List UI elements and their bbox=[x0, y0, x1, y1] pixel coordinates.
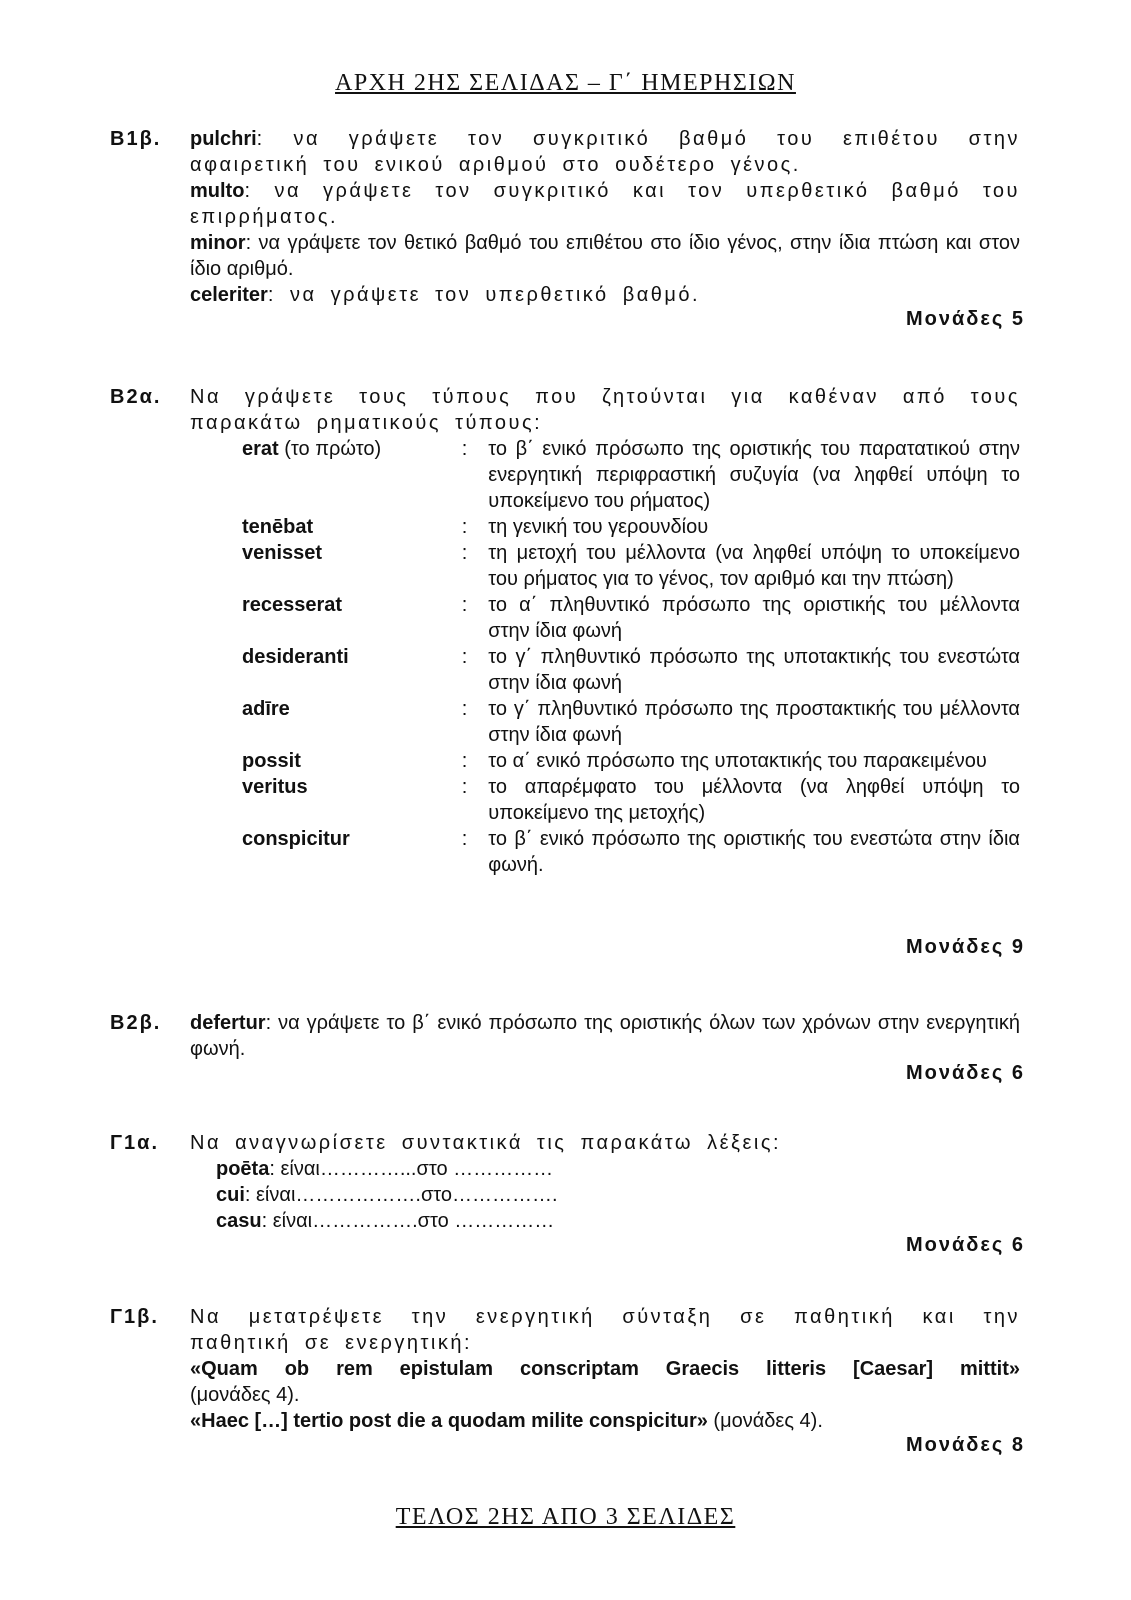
question-intro: Να αναγνωρίσετε συντακτικά τις παρακάτω λέξεις: bbox=[190, 1132, 782, 1154]
syntax-line: cui: είναι……………….στο……………. bbox=[216, 1184, 558, 1206]
syntax-line: casu: είναι…………….στο …………… bbox=[216, 1210, 555, 1232]
question-b2b bbox=[110, 1010, 1030, 1062]
monades-g1b: Μονάδες 8 bbox=[906, 1434, 1025, 1456]
question-label: Γ1β. bbox=[110, 1306, 159, 1328]
item-pulchri: pulchri: να γράψετε τον συγκριτικό βαθμό του επιθέτου στην αφαιρετική του ενικού αριθμού στο ουδέτερο γένος. bbox=[190, 128, 1020, 176]
item-minor: minor: να γράψετε τον θετικό βαθμό του επιθέτου στο ίδιο γένος, στην ίδια πτώση και στον ίδιο αριθμό. bbox=[190, 232, 1020, 280]
forms-list bbox=[190, 436, 1020, 878]
page-footer: ΤΕΛΟΣ 2ΗΣ ΑΠΟ 3 ΣΕΛΙΔΕΣ bbox=[395, 1504, 736, 1530]
form-row: erat (το πρώτο) : το β΄ ενικό πρόσωπο της οριστικής του παρατατικού στην ενεργητική περιφραστική συζυγία (να ληφθεί υπόψη το υποκείμενο του ρήματος) bbox=[242, 438, 1020, 512]
question-label: Β1β. bbox=[110, 128, 162, 150]
question-g1a bbox=[110, 1130, 1030, 1234]
monades-b2b: Μονάδες 6 bbox=[906, 1062, 1025, 1084]
monades-b2a: Μονάδες 9 bbox=[906, 936, 1025, 958]
item-celeriter: celeriter: να γράψετε τον υπερθετικό βαθμό. bbox=[190, 284, 701, 306]
question-g1b bbox=[110, 1304, 1030, 1434]
form-row: possit : το α΄ ενικό πρόσωπο της υποτακτικής του παρακειμένου bbox=[242, 750, 987, 772]
question-intro: Να μετατρέψετε την ενεργητική σύνταξη σε παθητική και την παθητική σε ενεργητική: bbox=[190, 1306, 1020, 1354]
question-body bbox=[190, 126, 1020, 308]
question-label: Γ1α. bbox=[110, 1132, 159, 1154]
form-row: veritus : το απαρέμφατο του μέλλοντα (να ληφθεί υπόψη το υποκείμενο της μετοχής) bbox=[242, 776, 1020, 824]
question-intro: Να γράψετε τους τύπους που ζητούνται για καθέναν από τους παρακάτω ρηματικούς τύπους: bbox=[190, 386, 1020, 434]
monades-b1b: Μονάδες 5 bbox=[906, 308, 1025, 330]
form-row: desideranti : το γ΄ πληθυντικό πρόσωπο της υποτακτικής του ενεστώτα στην ίδια φωνή bbox=[242, 646, 1020, 694]
question-label: Β2β. bbox=[110, 1012, 162, 1034]
form-row: venisset : τη μετοχή του μέλλοντα (να ληφθεί υπόψη το υποκείμενο του ρήματος για το γένος, τον αριθμό και την πτώση) bbox=[242, 542, 1020, 590]
sentence-1: «Quam ob rem epistulam conscriptam Graecis litteris [Caesar] mittit» (μονάδες 4). bbox=[190, 1358, 1020, 1406]
form-row: adīre : το γ΄ πληθυντικό πρόσωπο της προστακτικής του μέλλοντα στην ίδια φωνή bbox=[242, 698, 1020, 746]
syntax-line: poēta: είναι…………...στο …………… bbox=[216, 1158, 554, 1180]
form-row: recesserat : το α΄ πληθυντικό πρόσωπο της οριστικής του μέλλοντα στην ίδια φωνή bbox=[242, 594, 1020, 642]
form-row: conspicitur : το β΄ ενικό πρόσωπο της οριστικής του ενεστώτα στην ίδια φωνή. bbox=[242, 828, 1020, 876]
monades-g1a: Μονάδες 6 bbox=[906, 1234, 1025, 1256]
forms-table bbox=[242, 436, 1020, 878]
item-multo: multo: να γράψετε τον συγκριτικό και τον υπερθετικό βαθμό του επιρρήματος. bbox=[190, 180, 1020, 228]
question-body: defertur: να γράψετε το β΄ ενικό πρόσωπο της οριστικής όλων των χρόνων στην ενεργητική φωνή. bbox=[190, 1012, 1020, 1060]
question-b2a bbox=[110, 384, 1030, 878]
syntax-lines bbox=[190, 1156, 1020, 1234]
question-label: Β2α. bbox=[110, 386, 162, 408]
sentence-2: «Haec […] tertio post die a quodam milite conspicitur» (μονάδες 4). bbox=[190, 1410, 823, 1432]
page-header: ΑΡΧΗ 2ΗΣ ΣΕΛΙΔΑΣ – Γ΄ ΗΜΕΡΗΣΙΩΝ bbox=[335, 70, 796, 96]
form-row: tenēbat : τη γενική του γερουνδίου bbox=[242, 516, 709, 538]
question-b1b bbox=[110, 126, 1030, 308]
